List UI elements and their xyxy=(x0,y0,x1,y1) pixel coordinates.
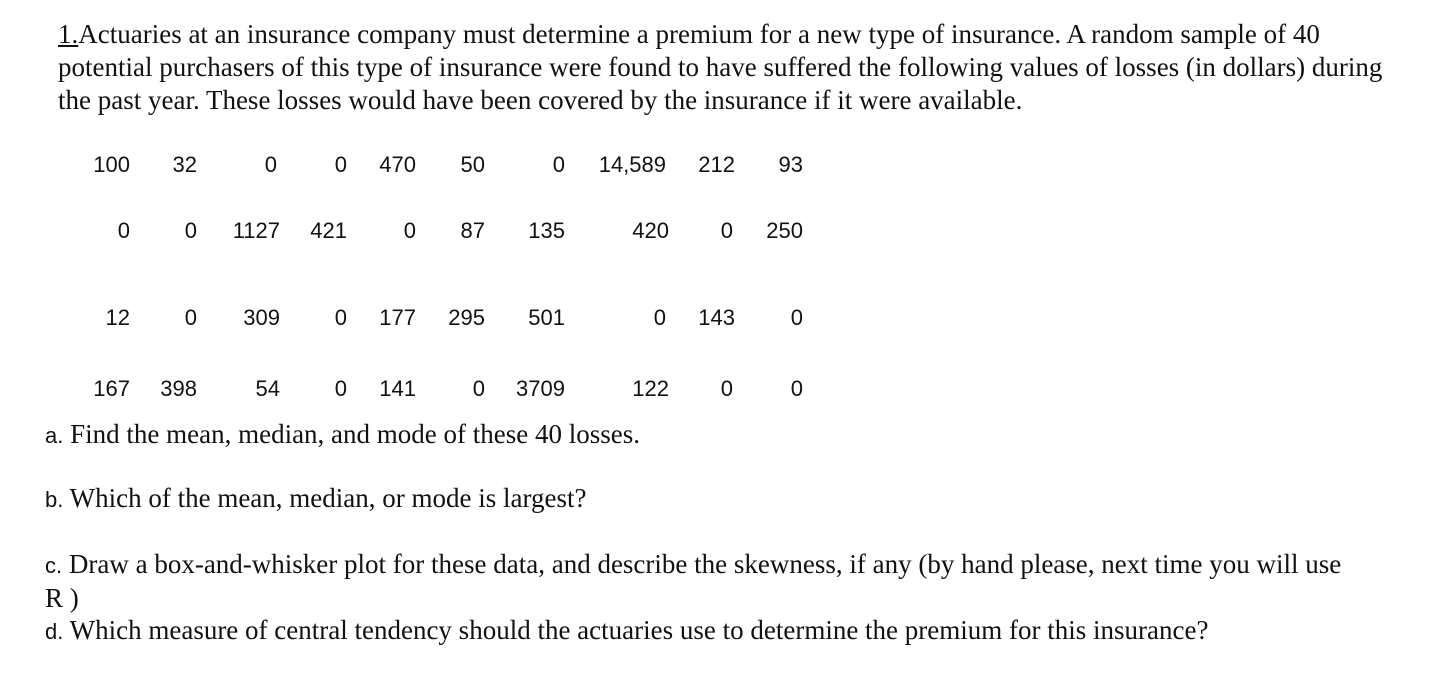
question-a xyxy=(45,418,1435,452)
losses-row xyxy=(0,216,1452,246)
loss-value: 54 xyxy=(255,376,280,401)
question-c xyxy=(45,548,1345,615)
loss-value: 0 xyxy=(334,376,347,401)
loss-value: 250 xyxy=(766,218,803,243)
loss-value: 0 xyxy=(790,376,803,401)
question-text: Find the mean, median, and mode of these 40 losses. xyxy=(70,419,640,449)
question-d xyxy=(45,614,1435,648)
question-text: Which measure of central tendency should the actuaries use to determine the premium for this insurance? xyxy=(69,615,1209,645)
loss-value: 212 xyxy=(698,152,735,177)
losses-row xyxy=(0,303,1452,333)
loss-value: 0 xyxy=(184,218,197,243)
question-letter: d. xyxy=(45,619,64,644)
loss-value: 0 xyxy=(653,305,666,330)
losses-row xyxy=(0,150,1452,180)
loss-value: 421 xyxy=(310,218,347,243)
loss-value: 0 xyxy=(403,218,416,243)
loss-value: 14,589 xyxy=(598,152,666,177)
loss-value: 12 xyxy=(105,305,130,330)
loss-value: 1127 xyxy=(232,218,280,243)
loss-value: 501 xyxy=(528,305,565,330)
question-letter: c. xyxy=(45,553,63,578)
loss-value: 0 xyxy=(117,218,130,243)
loss-value: 420 xyxy=(632,218,669,243)
loss-value: 167 xyxy=(93,376,130,401)
question-b xyxy=(45,482,1435,516)
loss-value: 0 xyxy=(790,305,803,330)
loss-value: 0 xyxy=(552,152,565,177)
problem-number: 1. xyxy=(58,19,79,49)
problem-intro xyxy=(58,18,1418,117)
loss-value: 0 xyxy=(334,152,347,177)
loss-value: 177 xyxy=(379,305,416,330)
loss-value: 100 xyxy=(93,152,130,177)
loss-value: 135 xyxy=(528,218,565,243)
loss-value: 93 xyxy=(778,152,803,177)
loss-value: 3709 xyxy=(516,376,565,401)
loss-value: 0 xyxy=(184,305,197,330)
problem-intro-text: Actuaries at an insurance company must determine a premium for a new type of insurance. A random sample of 40 potential purchasers of this type of insurance were found to have suffered the following values of losses (in dollars) during the past year. These losses would have been covered by the insurance if it were available. xyxy=(58,19,1383,115)
losses-row xyxy=(0,374,1452,404)
loss-value: 0 xyxy=(334,305,347,330)
loss-value: 0 xyxy=(472,376,485,401)
loss-value: 0 xyxy=(720,218,733,243)
loss-value: 398 xyxy=(160,376,197,401)
loss-value: 50 xyxy=(460,152,485,177)
loss-value: 0 xyxy=(264,152,277,177)
loss-value: 141 xyxy=(379,376,416,401)
loss-value: 0 xyxy=(720,376,733,401)
loss-value: 143 xyxy=(698,305,735,330)
question-text: Draw a box-and-whisker plot for these data, and describe the skewness, if any (by hand please, next time you will use R ) xyxy=(45,549,1342,613)
question-letter: b. xyxy=(45,487,64,512)
loss-value: 32 xyxy=(172,152,197,177)
question-text: Which of the mean, median, or mode is largest? xyxy=(69,483,587,513)
loss-value: 470 xyxy=(379,152,416,177)
loss-value: 295 xyxy=(448,305,485,330)
question-letter: a. xyxy=(45,423,64,448)
loss-value: 122 xyxy=(632,376,669,401)
loss-value: 87 xyxy=(460,218,485,243)
loss-value: 309 xyxy=(243,305,280,330)
